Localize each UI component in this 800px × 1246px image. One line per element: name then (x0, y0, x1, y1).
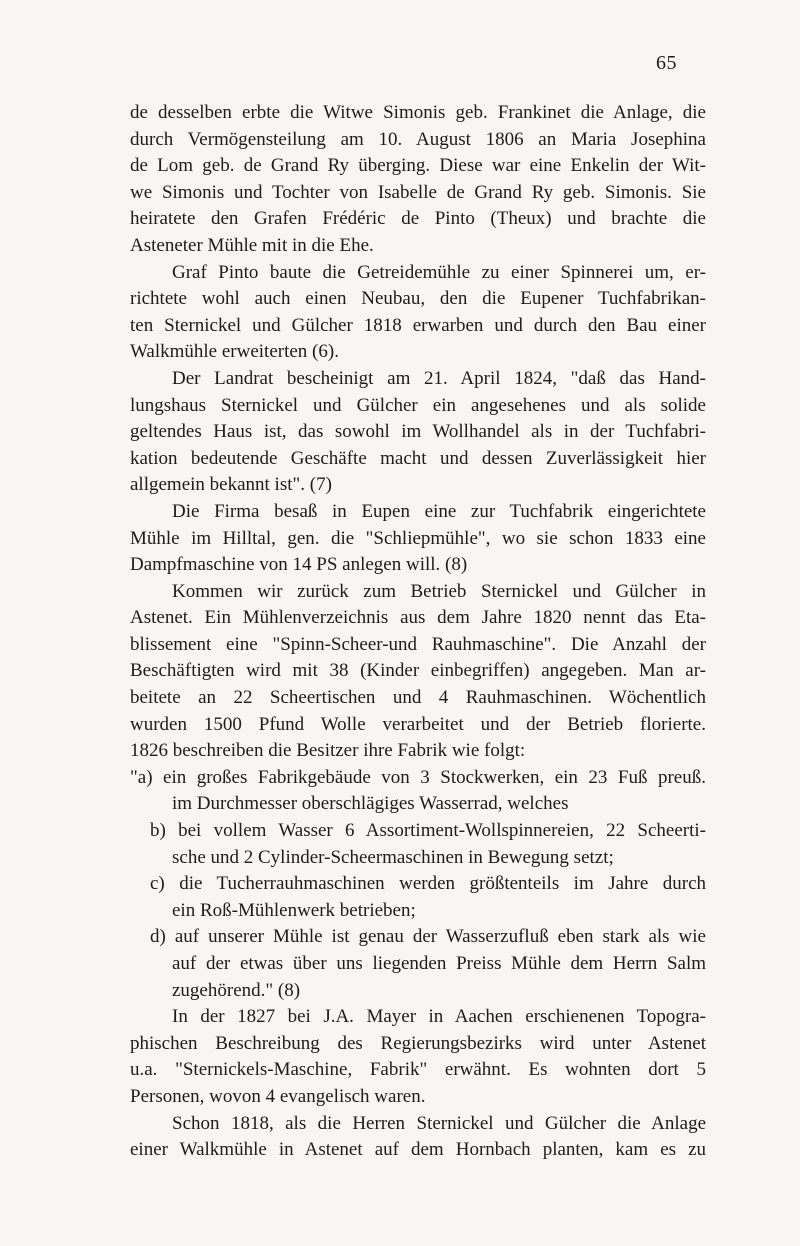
text-line: "a) ein großes Fabrikgebäude von 3 Stockwerken, ein 23 Fuß preuß. (130, 766, 706, 788)
text-line: Der Landrat bescheinigt am 21. April 1824, "daß das Hand- (172, 367, 706, 389)
text-line: richtete wohl auch einen Neubau, den die Eupener Tuchfabrikan- (130, 288, 706, 310)
text-line: Die Firma besaß in Eupen eine zur Tuchfabrik eingerichtete (172, 500, 706, 522)
text-line: heiratete den Grafen Frédéric de Pinto (Theux) und brachte die (130, 208, 706, 230)
text-line: c) die Tucherrauhmaschinen werden größtenteils im Jahre durch (150, 873, 706, 895)
text-line: einer Walkmühle in Astenet auf dem Hornbach planten, kam es zu (130, 1139, 706, 1161)
text-line: Asteneter Mühle mit in die Ehe. (130, 234, 374, 256)
text-line: ten Sternickel und Gülcher 1818 erwarben und durch den Bau einer (130, 314, 706, 336)
text-line: Walkmühle erweiterten (6). (130, 341, 339, 363)
text-line: Dampfmaschine von 14 PS anlegen will. (8) (130, 554, 468, 576)
text-line: zugehörend." (8) (172, 979, 301, 1001)
text-line: de Lom geb. de Grand Ry überging. Diese war eine Enkelin der Wit- (130, 155, 706, 177)
text-line: Beschäftigten wird mit 38 (Kinder einbegriffen) angegeben. Man ar- (130, 660, 706, 682)
text-line: kation bedeutende Geschäfte macht und dessen Zuverlässigkeit hier (130, 447, 706, 469)
page-number: 65 (656, 52, 677, 74)
text-line: In der 1827 bei J.A. Mayer in Aachen erschienenen Topogra- (172, 1006, 706, 1028)
body-text (130, 100, 706, 1164)
text-line: ein Roß-Mühlenwerk betrieben; (172, 899, 416, 921)
text-line: Kommen wir zurück zum Betrieb Sternickel und Gülcher in (172, 580, 706, 602)
text-line: im Durchmesser oberschlägiges Wasserrad, welches (172, 793, 569, 815)
text-line: Mühle im Hilltal, gen. die "Schliepmühle", wo sie schon 1833 eine (130, 527, 706, 549)
text-line: beitete an 22 Scheertischen und 4 Rauhmaschinen. Wöchentlich (130, 687, 706, 709)
text-line: lungshaus Sternickel und Gülcher ein angesehenes und als solide (130, 394, 706, 416)
text-line: u.a. "Sternickels-Maschine, Fabrik" erwähnt. Es wohnten dort 5 (130, 1059, 706, 1081)
text-line: durch Vermögensteilung am 10. August 1806 an Maria Josephina (130, 128, 706, 150)
text-line: b) bei vollem Wasser 6 Assortiment-Wollspinnereien, 22 Scheerti- (150, 820, 706, 842)
text-line: allgemein bekannt ist". (7) (130, 474, 332, 496)
text-line: Astenet. Ein Mühlenverzeichnis aus dem Jahre 1820 nennt das Eta- (130, 607, 706, 629)
text-line: wurden 1500 Pfund Wolle verarbeitet und der Betrieb florierte. (130, 713, 706, 735)
text-line: auf der etwas über uns liegenden Preiss Mühle dem Herrn Salm (172, 953, 706, 974)
text-line: phischen Beschreibung des Regierungsbezirks wird unter Astenet (130, 1032, 706, 1054)
text-line: d) auf unserer Mühle ist genau der Wasserzufluß eben stark als wie (150, 926, 706, 948)
text-line: Graf Pinto baute die Getreidemühle zu einer Spinnerei um, er- (172, 261, 706, 283)
text-line: sche und 2 Cylinder-Scheermaschinen in Bewegung setzt; (172, 846, 614, 868)
text-line: geltendes Haus ist, das sowohl im Wollhandel als in der Tuchfabri- (130, 421, 706, 443)
text-line: we Simonis und Tochter von Isabelle de Grand Ry geb. Simonis. Sie (130, 181, 706, 203)
text-line: Personen, wovon 4 evangelisch waren. (130, 1085, 426, 1107)
text-line: Schon 1818, als die Herren Sternickel und Gülcher die Anlage (172, 1112, 706, 1134)
text-line: de desselben erbte die Witwe Simonis geb. Frankinet die Anlage, die (130, 102, 706, 123)
text-line: 1826 beschreiben die Besitzer ihre Fabrik wie folgt: (130, 740, 526, 762)
text-line: blissement eine "Spinn-Scheer-und Rauhmaschine". Die Anzahl der (130, 633, 706, 655)
